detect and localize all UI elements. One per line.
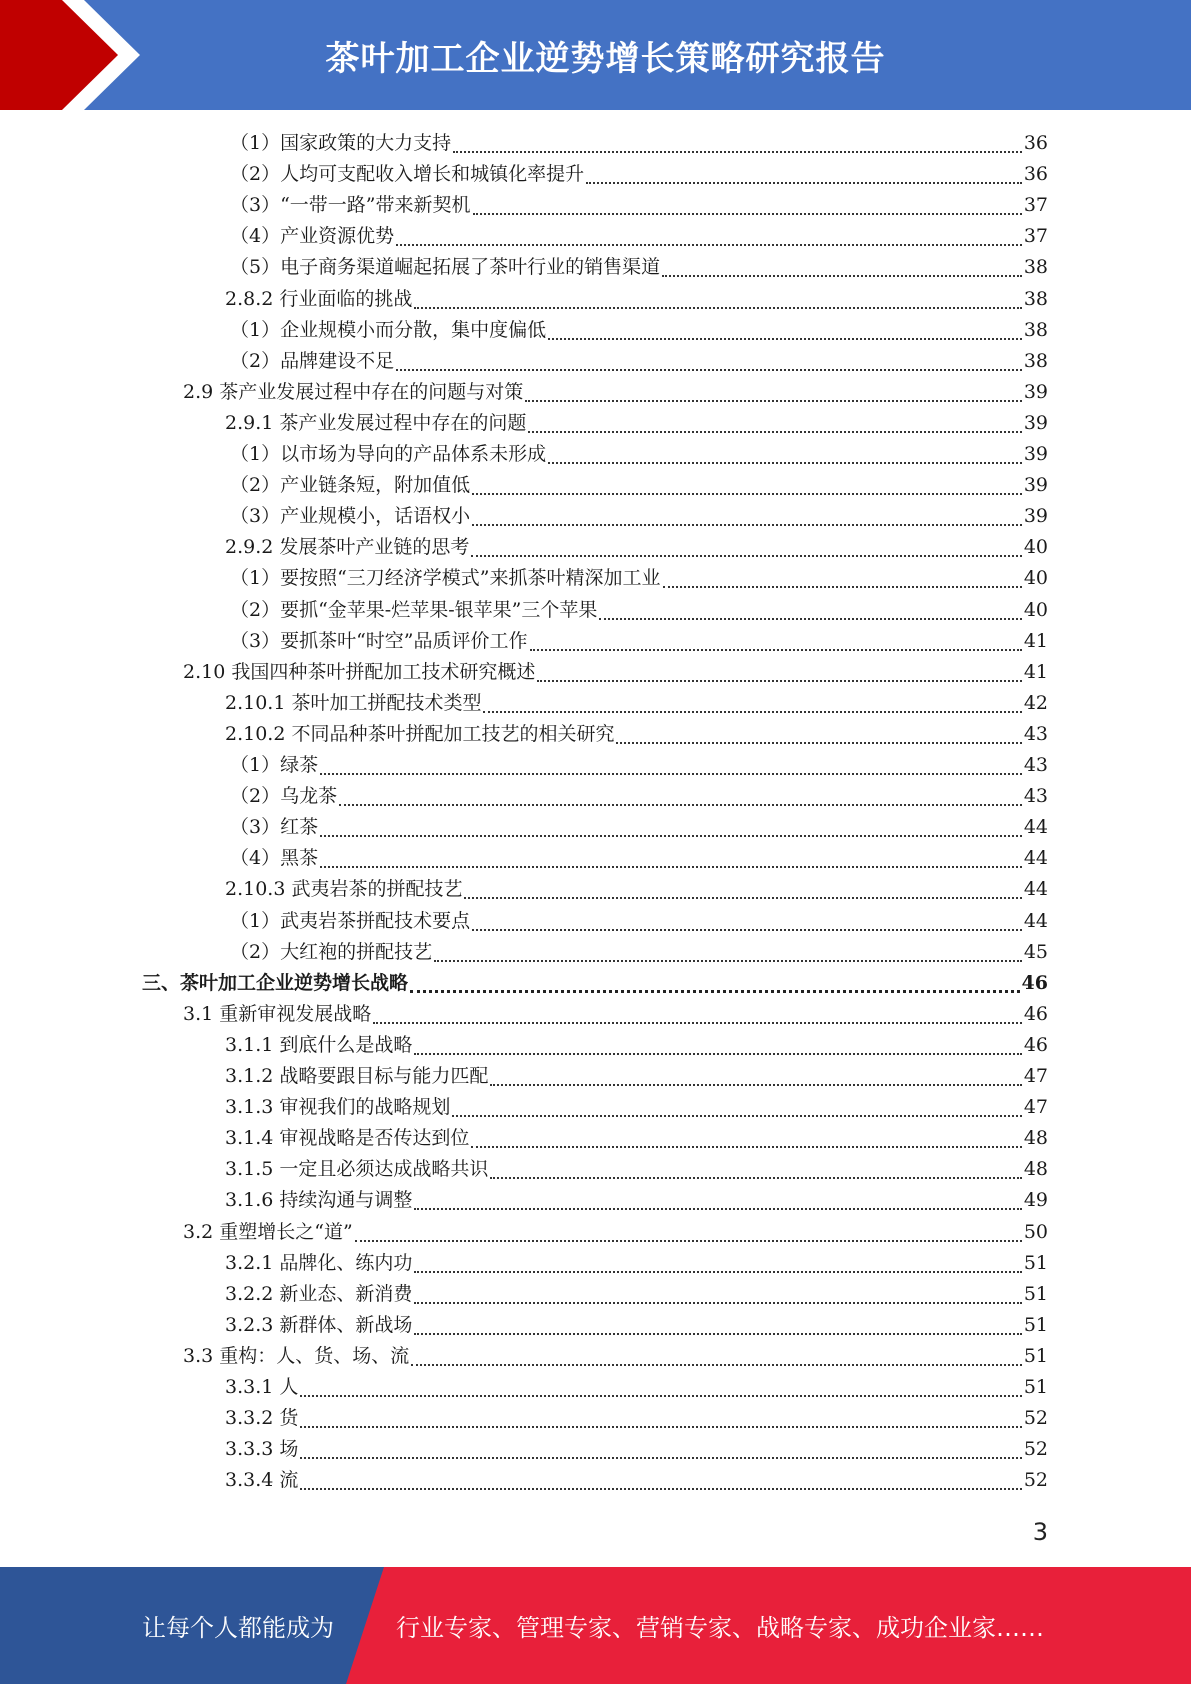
toc-entry-page: 52 (1023, 1438, 1048, 1461)
toc-entry[interactable] (230, 563, 1048, 594)
toc-entry-title: 3.1.1 到底什么是战略 (225, 1033, 413, 1056)
toc-entry-page: 39 (1023, 411, 1048, 434)
toc-entry-title: 2.9 茶产业发展过程中存在的问题与对策 (183, 380, 524, 403)
toc-entry[interactable] (230, 626, 1048, 657)
toc-dot-leader (472, 524, 1022, 526)
toc-entry[interactable] (183, 1341, 1048, 1372)
toc-dot-leader (434, 960, 1022, 962)
toc-entry-title: 3.1.6 持续沟通与调整 (225, 1189, 413, 1212)
toc-entry-page: 39 (1023, 474, 1048, 497)
toc-entry-page: 51 (1023, 1376, 1048, 1398)
toc-dot-leader (414, 1333, 1021, 1335)
toc-entry[interactable] (230, 128, 1048, 159)
toc-entry-title: （1）要按照“三刀经济学模式”来抓茶叶精深加工业 (230, 567, 661, 590)
toc-dot-leader (414, 307, 1021, 309)
toc-entry[interactable] (225, 1248, 1048, 1279)
toc-entry[interactable] (225, 874, 1048, 905)
toc-entry-title: （5）电子商务渠道崛起拓展了茶叶行业的销售渠道 (230, 256, 661, 279)
toc-entry[interactable] (225, 719, 1048, 750)
toc-entry-title: 3.3.2 货 (225, 1407, 299, 1430)
toc-entry-title: （3）要抓茶叶“时空”品质评价工作 (230, 629, 528, 652)
toc-entry[interactable] (225, 408, 1048, 439)
toc-entry-title: 三、茶叶加工企业逆势增长战略 (142, 971, 409, 994)
toc-entry-title: 3.2 重塑增长之“道” (183, 1220, 353, 1243)
toc-entry[interactable] (230, 781, 1048, 812)
toc-entry-title: （1）武夷岩茶拼配技术要点 (230, 909, 471, 932)
toc-entry[interactable] (183, 999, 1048, 1030)
toc-dot-leader (414, 1208, 1021, 1210)
toc-entry-title: 2.8.2 行业面临的挑战 (225, 287, 413, 310)
toc-entry-page: 51 (1023, 1313, 1048, 1336)
toc-entry[interactable] (225, 1154, 1048, 1185)
toc-dot-leader (548, 338, 1022, 340)
toc-entry-title: （2）人均可支配收入增长和城镇化率提升 (230, 163, 585, 186)
toc-dot-leader (464, 897, 1021, 899)
toc-entry-page: 40 (1023, 567, 1048, 590)
toc-entry-page: 51 (1023, 1344, 1048, 1367)
toc-entry-page: 46 (1023, 1002, 1048, 1025)
toc-entry-page: 38 (1023, 287, 1048, 310)
toc-dot-leader (339, 804, 1022, 806)
toc-entry-page: 51 (1023, 1282, 1048, 1305)
toc-entry-page: 37 (1023, 225, 1048, 248)
toc-dot-leader (355, 1240, 1022, 1242)
toc-entry-title: 2.9.1 茶产业发展过程中存在的问题 (225, 411, 527, 434)
toc-entry-title: 2.10.3 武夷岩茶的拼配技艺 (225, 878, 463, 901)
toc-entry[interactable] (225, 1465, 1048, 1496)
toc-entry[interactable] (225, 1185, 1048, 1216)
toc-entry-title: （4）黑茶 (230, 847, 319, 870)
toc-entry-title: 3.3 重构：人、货、场、流 (183, 1344, 410, 1367)
toc-dot-leader (300, 1426, 1021, 1428)
toc-dot-leader (599, 618, 1021, 620)
toc-entry-page: 42 (1023, 691, 1048, 714)
toc-dot-leader (373, 1022, 1022, 1024)
toc-dot-leader (300, 1488, 1021, 1490)
toc-dot-leader (471, 1146, 1021, 1148)
toc-dot-leader (414, 1271, 1021, 1273)
toc-entry-page: 45 (1023, 940, 1048, 963)
toc-entry-title: 3.1.5 一定且必须达成战略共识 (225, 1158, 489, 1181)
toc-entry[interactable] (230, 315, 1048, 346)
toc-dot-leader (473, 213, 1022, 215)
toc-dot-leader (616, 742, 1021, 744)
toc-entry[interactable] (230, 252, 1048, 283)
toc-dot-leader (663, 586, 1022, 588)
page-footer (0, 1567, 1191, 1684)
toc-entry-title: 3.3.4 流 (225, 1469, 299, 1492)
toc-dot-leader (414, 1302, 1021, 1304)
footer-slogan-right: 行业专家、管理专家、营销专家、战略专家、成功企业家…… (396, 1614, 1044, 1642)
toc-dot-leader (452, 1115, 1021, 1117)
toc-entry-page: 47 (1023, 1065, 1048, 1087)
toc-entry-page: 43 (1023, 754, 1048, 776)
toc-entry-title: 3.2.3 新群体、新战场 (225, 1313, 413, 1336)
toc-entry[interactable] (225, 284, 1048, 315)
toc-entry[interactable] (225, 1092, 1048, 1123)
toc-entry[interactable] (225, 1372, 1048, 1403)
toc-entry-page: 39 (1023, 380, 1048, 403)
toc-entry-page: 38 (1023, 318, 1048, 341)
toc-entry[interactable] (225, 1123, 1048, 1154)
toc-dot-leader (396, 244, 1022, 246)
toc-entry[interactable] (142, 968, 1048, 999)
toc-dot-leader (320, 866, 1022, 868)
toc-dot-leader (530, 649, 1022, 651)
toc-dot-leader (537, 680, 1021, 682)
toc-entry-title: （3）产业规模小，话语权小 (230, 505, 471, 528)
toc-entry-title: 3.1.2 战略要跟目标与能力匹配 (225, 1065, 489, 1087)
toc-entry[interactable] (230, 812, 1048, 843)
toc-entry-title: 2.9.2 发展茶叶产业链的思考 (225, 536, 470, 559)
toc-entry-page: 43 (1023, 722, 1048, 745)
toc-entry[interactable] (230, 221, 1048, 252)
page-number: 3 (1032, 1518, 1048, 1546)
toc-entry[interactable] (225, 1030, 1048, 1061)
toc-entry[interactable] (230, 750, 1048, 781)
toc-entry-page: 36 (1023, 132, 1048, 154)
toc-entry-page: 40 (1023, 598, 1048, 621)
page-header (0, 0, 1191, 110)
toc-dot-leader (548, 462, 1022, 464)
toc-entry-title: （1）国家政策的大力支持 (230, 132, 452, 154)
toc-entry-title: 3.1.3 审视我们的战略规划 (225, 1096, 451, 1119)
toc-dot-leader (320, 835, 1022, 837)
toc-entry-page: 43 (1023, 785, 1048, 808)
toc-entry[interactable] (225, 1061, 1048, 1092)
toc-entry-title: （4）产业资源优势 (230, 225, 395, 248)
toc-entry[interactable] (183, 657, 1048, 688)
toc-entry-page: 44 (1023, 878, 1048, 901)
toc-entry-page: 51 (1023, 1251, 1048, 1274)
toc-entry-page: 40 (1023, 536, 1048, 559)
toc-entry[interactable] (225, 1403, 1048, 1434)
toc-entry-page: 47 (1023, 1096, 1048, 1119)
toc-entry-page: 41 (1023, 629, 1048, 652)
toc-dot-leader (471, 555, 1021, 557)
toc-entry[interactable] (183, 377, 1048, 408)
toc-entry-page: 52 (1023, 1469, 1048, 1492)
toc-entry-title: （2）品牌建设不足 (230, 349, 395, 372)
toc-entry-title: （2）产业链条短，附加值低 (230, 474, 471, 497)
toc-entry[interactable] (230, 937, 1048, 968)
toc-entry-page: 48 (1023, 1158, 1048, 1181)
toc-entry[interactable] (230, 190, 1048, 221)
toc-dot-leader (528, 431, 1021, 433)
toc-dot-leader (490, 1084, 1021, 1086)
toc-entry-title: 3.2.1 品牌化、练内功 (225, 1251, 413, 1274)
toc-entry-title: 3.1.4 审视战略是否传达到位 (225, 1127, 470, 1150)
document-title: 茶叶加工企业逆势增长策略研究报告 (325, 38, 886, 79)
toc-dot-leader (320, 773, 1022, 775)
toc-entry-page: 41 (1023, 660, 1048, 683)
toc-entry-page: 48 (1023, 1127, 1048, 1150)
toc-entry-title: 3.3.1 人 (225, 1376, 299, 1398)
toc-entry[interactable] (225, 1279, 1048, 1310)
toc-entry-page: 44 (1023, 909, 1048, 932)
toc-entry-page: 46 (1021, 971, 1048, 994)
toc-dot-leader (586, 182, 1022, 184)
toc-entry-page: 36 (1023, 163, 1048, 186)
toc-entry-title: 2.10 我国四种茶叶拼配加工技术研究概述 (183, 660, 536, 683)
header-chevron-icon (0, 0, 160, 110)
footer-slogan-left: 让每个人都能成为 (142, 1614, 334, 1642)
toc-entry[interactable] (230, 159, 1048, 190)
toc-entry[interactable] (230, 501, 1048, 532)
toc-entry-title: 2.10.2 不同品种茶叶拼配加工技艺的相关研究 (225, 722, 615, 745)
toc-entry-page: 46 (1023, 1033, 1048, 1056)
toc-entry-title: （1）以市场为导向的产品体系未形成 (230, 443, 547, 465)
toc-entry-page: 49 (1023, 1189, 1048, 1212)
toc-entry[interactable] (230, 346, 1048, 377)
toc-entry[interactable] (230, 595, 1048, 626)
toc-entry-title: （2）大红袍的拼配技艺 (230, 940, 433, 963)
toc-dot-leader (411, 1364, 1022, 1366)
toc-entry-title: （2）要抓“金苹果-烂苹果-银苹果”三个苹果 (230, 598, 598, 621)
toc-entry-page: 44 (1023, 816, 1048, 839)
toc-entry[interactable] (225, 1310, 1048, 1341)
toc-entry[interactable] (225, 1434, 1048, 1465)
toc-entry-title: （1）绿茶 (230, 754, 319, 776)
toc-entry-page: 38 (1023, 256, 1048, 279)
toc-entry[interactable] (230, 843, 1048, 874)
toc-entry-page: 38 (1023, 349, 1048, 372)
toc-dot-leader (483, 711, 1021, 713)
toc-dot-leader (525, 400, 1022, 402)
toc-entry-page: 37 (1023, 194, 1048, 217)
toc-dot-leader (662, 275, 1022, 277)
toc-entry-page: 50 (1023, 1220, 1048, 1243)
toc-entry-title: （1）企业规模小而分散，集中度偏低 (230, 318, 547, 341)
toc-dot-leader (472, 929, 1022, 931)
toc-entry-page: 52 (1023, 1407, 1048, 1430)
toc-dot-leader (410, 990, 1020, 993)
toc-entry-page: 44 (1023, 847, 1048, 870)
toc-dot-leader (300, 1457, 1021, 1459)
toc-dot-leader (472, 493, 1022, 495)
toc-entry-title: （3）红茶 (230, 816, 319, 839)
toc-entry-page: 39 (1023, 443, 1048, 465)
toc-entry[interactable] (225, 532, 1048, 563)
toc-entry[interactable] (230, 470, 1048, 501)
toc-entry[interactable] (230, 439, 1048, 470)
toc-entry-title: 2.10.1 茶叶加工拼配技术类型 (225, 691, 482, 714)
toc-entry-title: （3）“一带一路”带来新契机 (230, 194, 471, 217)
toc-dot-leader (300, 1395, 1021, 1397)
toc-dot-leader (453, 151, 1022, 153)
toc-dot-leader (414, 1053, 1021, 1055)
toc-entry-page: 39 (1023, 505, 1048, 528)
toc-entry-title: 3.3.3 场 (225, 1438, 299, 1461)
toc-entry-title: 3.2.2 新业态、新消费 (225, 1282, 413, 1305)
toc-entry[interactable] (230, 906, 1048, 937)
toc-entry[interactable] (183, 1217, 1048, 1248)
toc-entry-title: （2）乌龙茶 (230, 785, 338, 808)
toc-entry-title: 3.1 重新审视发展战略 (183, 1002, 372, 1025)
toc-dot-leader (490, 1177, 1021, 1179)
toc-entry[interactable] (225, 688, 1048, 719)
toc-dot-leader (396, 369, 1022, 371)
